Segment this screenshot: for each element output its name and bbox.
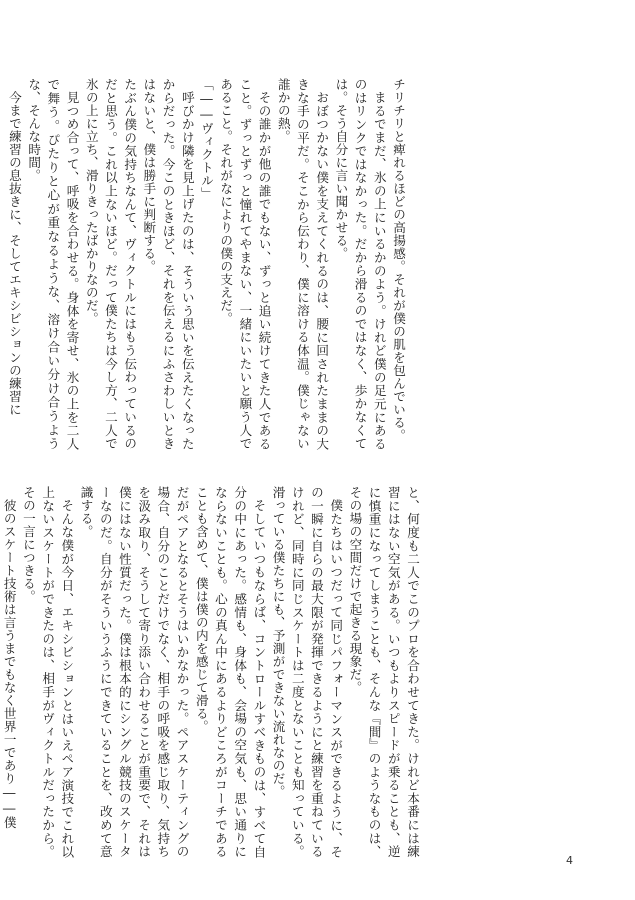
- page-number: 4: [566, 854, 573, 867]
- paragraph: まるでまだ、氷の上にいるかのよう。けれど僕の足元にあるのはリンクではなかった。だから滑るのではなく、歩かなくては。そう自分に言い聞かせる。: [333, 78, 387, 450]
- paragraph: そんな僕が今日、エキシビションとはいえペア演技でこれ以上ないスケートができたのは、相手がヴィクトルだったから。その一言につきる。: [20, 486, 75, 858]
- paragraph: そしていつもならば、コントロールすべきものは、すべて自分の中にあった。感情も、身体も、会場の空気も、思い通りにならないことも。心の真ん中にあるよりどころがコーチであることも含めて、僕は僕の内を感じて滑る。: [193, 486, 267, 858]
- paragraph: 「――ヴィクトル」: [198, 78, 214, 200]
- paragraph: と、何度も二人でこのプロを合わせてきた。けれど本番には練習にはない空気がある。いつもよりスピードが乗ることも、逆に慎重になってしまうことも、そんな『間』のようなものは、その場の空間だけで起きる現象だ。: [347, 486, 420, 858]
- paragraph: その誰かが他の誰でもない、ずっと追い続けてきた人であること。ずっとずっと憧れてやまない、一緒にいたいと願う人であること。それがなによりの僕の支えだ。: [218, 78, 272, 450]
- lower-text-block: [1, 486, 422, 858]
- upper-text-block: [6, 78, 408, 450]
- paragraph: 今まで練習の息抜きに、そしてエキシビションの練習に: [6, 90, 22, 416]
- paragraph: チリチリと痺れるほどの高揚感。それが僕の肌を包んでいる。: [391, 78, 406, 442]
- paragraph: 見つめ合って、呼吸を合わせる。身体を寄せ、氷の上を二人で舞う。ぴたりと心が重なるような、溶け合い分け合うような、そんな時間。: [26, 78, 80, 450]
- paragraph: おぼつかない僕を支えてくれるのは、腰に回されたままの大きな手の平だ。そこから伝わり、僕に溶ける体温。僕じゃない誰かの熱。: [275, 78, 330, 450]
- paragraph: 僕たちはいつだって同じパフォーマンスができるように、その一瞬に自らの最大限が発揮できるようにと練習を重ねているけれど、同時に同じスケートは二度とないことも知っている。滑っている僕たちにも、予測ができない流れなのだ。: [270, 486, 344, 858]
- paragraph: 彼のスケート技術は言うまでもなく世界一であり――僕: [1, 498, 17, 829]
- paragraph: だがペアとなるとそうはいかなかった。ペアスケーティングの場合、自分のことだけでなく、相手の呼吸を感じ取り、気持ちを汲み取り、そうして寄り添い合わせることが重要で、それは僕にはない性質だった。僕は根本的にシングル競技のスケーターなのだ。自分がそういうふうにできていることを、改めて意識する。: [78, 486, 190, 858]
- paragraph: たぶん僕の気持ちなんて、ヴィクトルにはもう伝わっているのだと思う。これ以上ないほど。だって僕たちは今し方、二人で氷の上に立ち、滑りきったばかりなのだ。: [83, 78, 138, 450]
- paragraph: 呼びかけ隣を見上げたのは、そういう思いを伝えたくなったからだった。今このときほど、それを伝えるにふさわしいときはないと、僕は勝手に判断する。: [141, 78, 195, 450]
